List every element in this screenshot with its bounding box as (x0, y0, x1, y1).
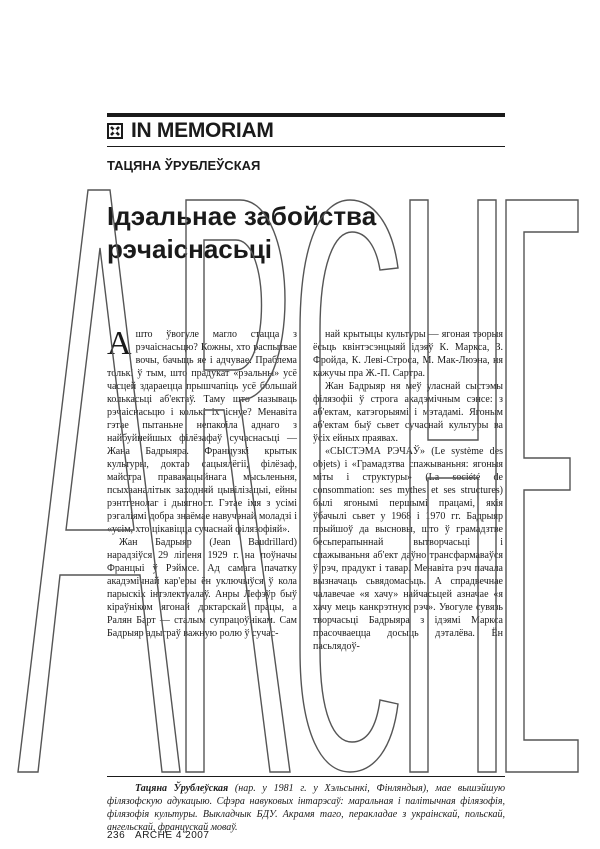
text-column-right (313, 328, 503, 770)
paragraph: най крытыцы культуры — ягоная тэорыя ёсьць квінтэсэнцыяй ідэяў К. Маркса, З. Фройда, К. Леві-Строса, М. Мак-Люэна, ня кажучы пра Ж.-П. Сартра. (313, 329, 503, 379)
drop-cap: А (107, 328, 132, 362)
page-footer (107, 830, 209, 841)
bio-rule (107, 776, 505, 777)
text-column-left (107, 328, 297, 770)
paragraph-text: што ўвогуле магло стацца з рэчаіснасьцю? Кожны, хто распытвае вочы, бачыць яе і адчувае. Праблема толькі ў тым, што прадукат «рэальны» усё часцей здараецца прышчапіць усё большай колькасьці аб'ектаў. Таму што называць рэчаіснасьцю і колькі іх існуе? Менавіта гэтае пытаньне непакоіла аднаго з найбуйнейшых філёзафаў сучаснасьці — Жана Бадрыяра. Французкі крытык культуры, доктар сацыялёгіі, філёзаф, майстра правакацыйнага мысьленьня, псыхааналітык заходняй цывілізацыі, ейны рэнтгенолаг і дыягност. Гэтае імя з усімі рэгаліямі добра знаёмае навучэнай моладзі і «усім, хто цікавіцца сучаснай філязофіяй». (107, 329, 297, 535)
author-name: ТАЦЯНА ЎРУБЛЕЎСКАЯ (107, 158, 261, 173)
paragraph: Жан Бадрыяр ня меў уласнай сыстэмы філязофіі ў строга акадэмічным сэнсе: з аб'ектам, катэгорыямі і мэтадамі. Ягоным аб'ектам быў сьвет сучаснай культуры ва ўсіх ейных праявах. (313, 381, 503, 444)
top-rule (107, 113, 505, 117)
journal-issue: ARCHE 4 2007 (135, 830, 210, 841)
page-number: 236 (107, 830, 126, 841)
watermark-letter-e (506, 200, 578, 772)
paragraph: «СЫСТЭМА РЭЧАЎ» (Le système des objets) і «Грамадзтва спажываньня: ягоныя міты і структуры» (La société de consommation: ses mythes et ses structures) былі ягонымі першымі працамі, якія ўбачылі сьвет у 1968 і 1970 гг. Бадрыяр прыйшоў да высновы, што ў грамадзтве бесьперапыннай вытворчасьці і спажываньня аб'ект даўно трансфармаваўся ў рэч, прадукт і тавар. Менавіта рэч пачала вызначаць сьвядомасьць. А спрадвечнае чалавечае «я хачу» найчасьцей азначае «я хачу мець канкрэтную рэч». Увогуле сувязь творчасьці Бадрыяра з ідэямі Маркса прасочваецца досыць дэталёва. Ён пасьлядоў- (313, 446, 503, 652)
bio-name: Тацяна Ўрублеўская (135, 783, 229, 794)
bio-text: (нар. у 1981 г. у Хэльсынкі, Фінляндыя), мае вышэйшую філязофскую адукацыю. Сфэра навуковых інтарэсаў: маральная і палітычная філязофія, філязофія культуры. Выкладчык БДУ. Акрамя таго, перакладае з украінскай, польскай, ангельскай, францускай моваў. (107, 783, 505, 833)
paragraph (107, 328, 297, 536)
section-title: IN MEMORIAM (131, 119, 274, 142)
section-rule (107, 146, 505, 147)
article-title: Ідэальнае забойства рэчаіснасьці (107, 201, 377, 264)
section-bullet-icon (107, 123, 123, 139)
author-bio (107, 782, 505, 834)
section-header (107, 119, 505, 143)
paragraph: Жан Бадрыяр (Jean Baudrillard) нарадзіўся 29 ліпеня 1929 г. на поўначы Францыі ў Рэймсе. Ад самага пачатку акадэмічнай кар'еры ён уключыўся ў кола парыскіх інтэлектуалаў. Анры Лефэўр быў кіраўніком ягонай доктарскай працы, а Ралян Барт — сталым супрацоўнікам. Сам Бадрыяр адыграў важную ролю ў сучас- (107, 537, 297, 639)
